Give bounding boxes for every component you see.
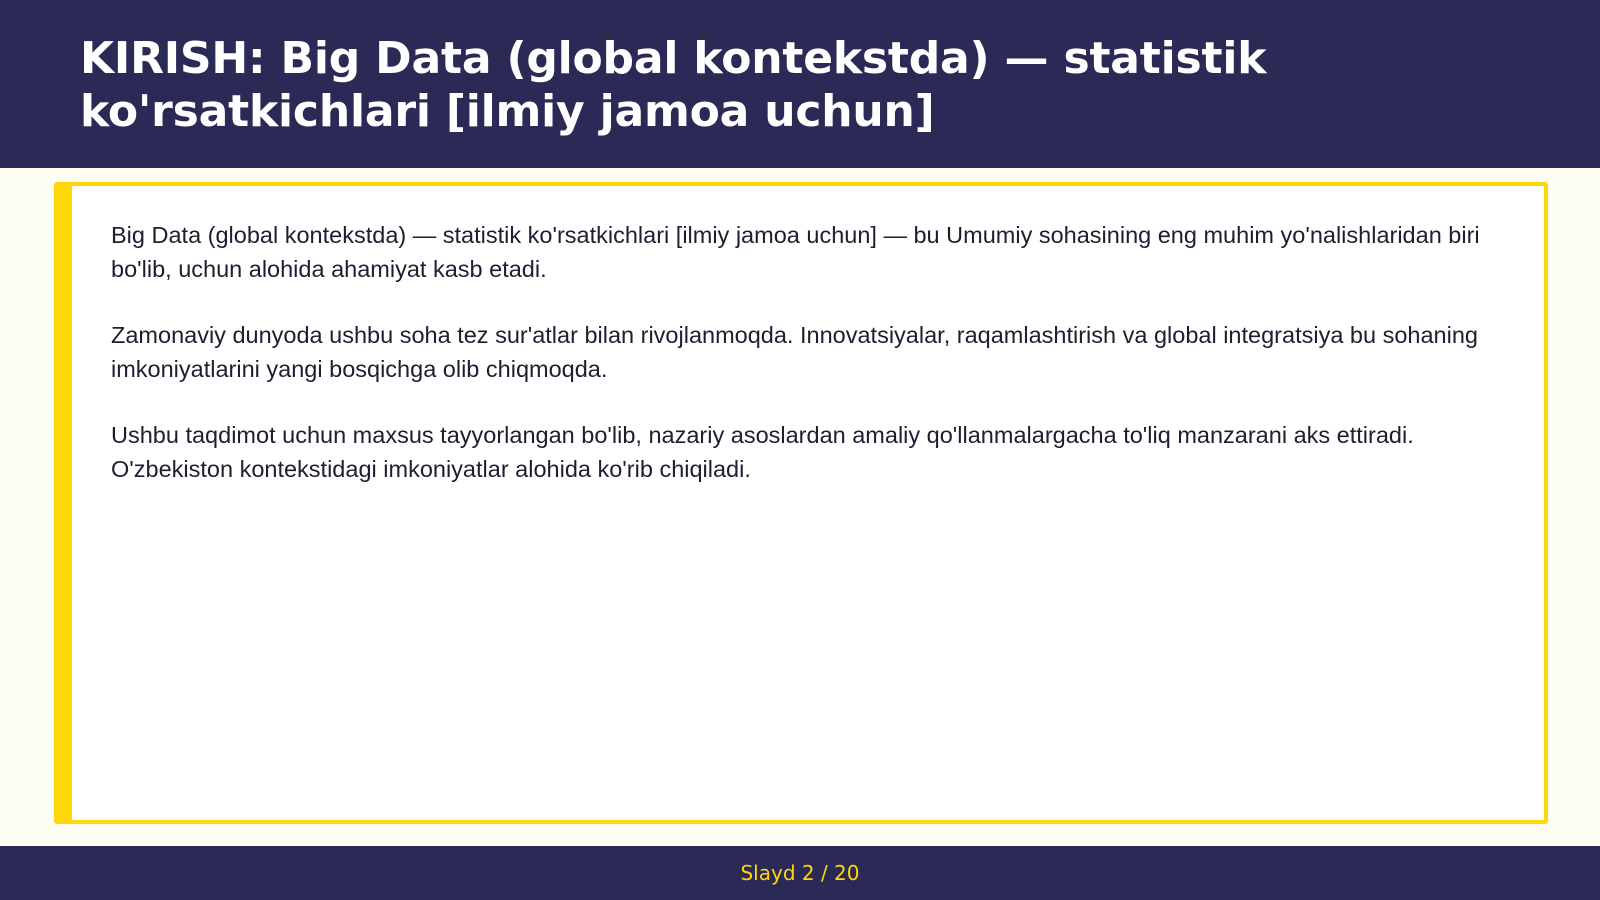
content-panel (54, 182, 1548, 824)
paragraph-presentation-scope: Ushbu taqdimot uchun maxsus tayyorlangan bo'lib, nazariy asoslardan amaliy qo'llanmalargacha to'liq manzarani aks ettiradi. O'zbekiston kontekstidagi imkoniyatlar alohida ko'rib chiqiladi. (111, 422, 1414, 482)
slide-header (0, 0, 1600, 168)
slide-number: Slayd 2 / 20 (740, 861, 860, 885)
slide-title: KIRISH: Big Data (global kontekstda) — statistik ko'rsatkichlari [ilmiy jamoa uchun] (80, 33, 1267, 137)
paragraph-modern-world: Zamonaviy dunyoda ushbu soha tez sur'atlar bilan rivojlanmoqda. Innovatsiyalar, raqamlashtirish va global integratsiya bu sohaning imkoniyatlarini yangi bosqichga olib chiqmoqda. (111, 322, 1478, 382)
paragraph-intro: Big Data (global kontekstda) — statistik ko'rsatkichlari [ilmiy jamoa uchun] — bu Umumiy sohasining eng muhim yo'nalishlaridan biri bo'lib, uchun alohida ahamiyat kasb etadi. (111, 222, 1480, 282)
slide-footer (0, 846, 1600, 900)
